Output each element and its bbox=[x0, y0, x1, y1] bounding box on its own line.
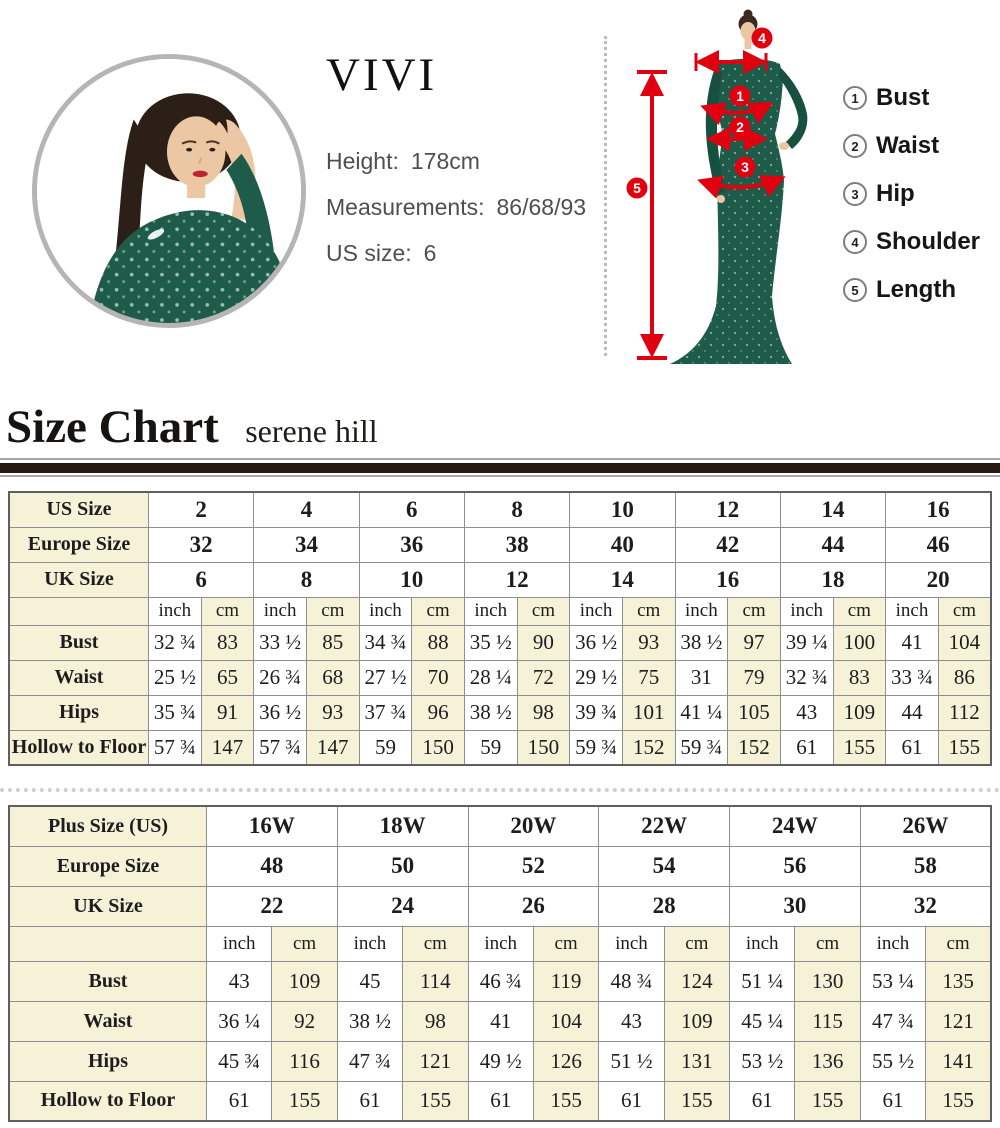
measure-inch: 43 bbox=[207, 961, 272, 1001]
size-value: 40 bbox=[570, 527, 675, 562]
size-header-row bbox=[9, 846, 991, 886]
unit-cm: cm bbox=[306, 597, 359, 625]
measure-inch: 32 ¾ bbox=[780, 660, 833, 695]
measure-cm: 114 bbox=[403, 961, 468, 1001]
size-value: 12 bbox=[675, 492, 780, 527]
circled-number-icon: 2 bbox=[843, 134, 867, 158]
measure-cm: 93 bbox=[622, 625, 675, 660]
measure-cm: 155 bbox=[795, 1081, 860, 1121]
measure-cm: 96 bbox=[412, 695, 465, 730]
size-value: 6 bbox=[149, 562, 254, 597]
measure-row bbox=[9, 1041, 991, 1081]
size-value: 50 bbox=[337, 846, 468, 886]
unit-cm: cm bbox=[533, 926, 598, 961]
circled-number-icon: 5 bbox=[843, 278, 867, 302]
measure-cm: 100 bbox=[833, 625, 886, 660]
measure-inch: 61 bbox=[599, 1081, 664, 1121]
heading-rule-bottom bbox=[0, 475, 1000, 477]
measure-inch: 38 ½ bbox=[464, 695, 517, 730]
size-value: 26 bbox=[468, 886, 599, 926]
measure-cm: 155 bbox=[272, 1081, 337, 1121]
measure-inch: 44 bbox=[886, 695, 939, 730]
measure-row bbox=[9, 961, 991, 1001]
size-value: 24W bbox=[730, 806, 861, 846]
measure-row bbox=[9, 1081, 991, 1121]
measure-cm: 83 bbox=[833, 660, 886, 695]
heading-rule-top bbox=[0, 458, 1000, 460]
measure-cm: 88 bbox=[412, 625, 465, 660]
size-value: 54 bbox=[599, 846, 730, 886]
unit-inch: inch bbox=[359, 597, 412, 625]
unit-cm: cm bbox=[926, 926, 991, 961]
row-label: Waist bbox=[9, 1001, 207, 1041]
measure-cm: 83 bbox=[201, 625, 254, 660]
us-size-label: US size: bbox=[326, 240, 412, 266]
measure-inch: 27 ½ bbox=[359, 660, 412, 695]
measure-inch: 25 ½ bbox=[149, 660, 202, 695]
measure-cm: 155 bbox=[403, 1081, 468, 1121]
unit-cm: cm bbox=[664, 926, 729, 961]
unit-inch: inch bbox=[886, 597, 939, 625]
dotted-divider-horizontal bbox=[0, 788, 1000, 792]
measure-inch: 59 ¾ bbox=[570, 730, 623, 765]
measure-inch: 34 ¾ bbox=[359, 625, 412, 660]
unit-inch: inch bbox=[337, 926, 402, 961]
measure-cm: 136 bbox=[795, 1041, 860, 1081]
measure-inch: 28 ¼ bbox=[464, 660, 517, 695]
height-value: 178cm bbox=[410, 148, 480, 174]
dress-measurement-figure bbox=[612, 6, 817, 374]
measure-cm: 70 bbox=[412, 660, 465, 695]
legend-item-hip: 3 Hip bbox=[843, 180, 980, 208]
size-value: 8 bbox=[464, 492, 569, 527]
measure-inch: 55 ½ bbox=[860, 1041, 925, 1081]
brand-name: VIVI bbox=[326, 49, 438, 101]
measure-inch: 59 bbox=[359, 730, 412, 765]
measure-cm: 131 bbox=[664, 1041, 729, 1081]
unit-inch: inch bbox=[464, 597, 517, 625]
measure-inch: 45 bbox=[337, 961, 402, 1001]
measure-inch: 45 ¾ bbox=[207, 1041, 272, 1081]
measure-inch: 33 ½ bbox=[254, 625, 307, 660]
measure-cm: 116 bbox=[272, 1041, 337, 1081]
unit-header-row bbox=[9, 597, 991, 625]
svg-text:1: 1 bbox=[736, 88, 744, 104]
measure-cm: 135 bbox=[926, 961, 991, 1001]
measure-cm: 119 bbox=[533, 961, 598, 1001]
measure-cm: 65 bbox=[201, 660, 254, 695]
unit-cm: cm bbox=[938, 597, 991, 625]
row-label: Waist bbox=[9, 660, 149, 695]
measure-cm: 141 bbox=[926, 1041, 991, 1081]
size-value: 8 bbox=[254, 562, 359, 597]
measure-cm: 109 bbox=[833, 695, 886, 730]
heading-rule-bar bbox=[0, 463, 1000, 473]
size-value: 22W bbox=[599, 806, 730, 846]
measure-cm: 121 bbox=[403, 1041, 468, 1081]
measure-row bbox=[9, 1001, 991, 1041]
measure-inch: 41 bbox=[886, 625, 939, 660]
circled-number-icon: 4 bbox=[843, 230, 867, 254]
size-header-row bbox=[9, 886, 991, 926]
size-value: 16 bbox=[886, 492, 991, 527]
model-portrait-illustration bbox=[37, 59, 301, 323]
measure-cm: 155 bbox=[833, 730, 886, 765]
measure-cm: 75 bbox=[622, 660, 675, 695]
measure-cm: 101 bbox=[622, 695, 675, 730]
measure-cm: 155 bbox=[664, 1081, 729, 1121]
measure-inch: 57 ¾ bbox=[149, 730, 202, 765]
measure-cm: 98 bbox=[403, 1001, 468, 1041]
measure-row bbox=[9, 625, 991, 660]
measure-row bbox=[9, 660, 991, 695]
size-value: 26W bbox=[860, 806, 991, 846]
length-measure-line bbox=[637, 72, 667, 358]
measure-cm: 85 bbox=[306, 625, 359, 660]
measurements-label: Measurements: bbox=[326, 194, 485, 220]
row-label: Bust bbox=[9, 625, 149, 660]
measure-inch: 35 ½ bbox=[464, 625, 517, 660]
size-value: 2 bbox=[149, 492, 254, 527]
measure-cm: 98 bbox=[517, 695, 570, 730]
measure-inch: 36 ½ bbox=[570, 625, 623, 660]
row-label: UK Size bbox=[9, 886, 207, 926]
measure-inch: 41 ¼ bbox=[675, 695, 728, 730]
standard-size-table bbox=[8, 491, 992, 766]
measure-inch: 38 ½ bbox=[675, 625, 728, 660]
measure-cm: 104 bbox=[533, 1001, 598, 1041]
size-value: 36 bbox=[359, 527, 464, 562]
legend-item-length: 5 Length bbox=[843, 276, 980, 304]
measure-cm: 104 bbox=[938, 625, 991, 660]
marker-length bbox=[627, 178, 648, 199]
circled-number-icon: 1 bbox=[843, 86, 867, 110]
measure-inch: 59 bbox=[464, 730, 517, 765]
measure-inch: 31 bbox=[675, 660, 728, 695]
size-value: 18W bbox=[337, 806, 468, 846]
size-value: 42 bbox=[675, 527, 780, 562]
measure-inch: 33 ¾ bbox=[886, 660, 939, 695]
measure-cm: 109 bbox=[664, 1001, 729, 1041]
size-value: 28 bbox=[599, 886, 730, 926]
us-size-value: 6 bbox=[423, 240, 437, 266]
size-value: 16 bbox=[675, 562, 780, 597]
measure-inch: 59 ¾ bbox=[675, 730, 728, 765]
measure-cm: 130 bbox=[795, 961, 860, 1001]
row-label-empty bbox=[9, 926, 207, 961]
measure-inch: 57 ¾ bbox=[254, 730, 307, 765]
measure-inch: 35 ¾ bbox=[149, 695, 202, 730]
size-value: 18 bbox=[780, 562, 885, 597]
legend-item-bust: 1 Bust bbox=[843, 84, 980, 112]
unit-cm: cm bbox=[622, 597, 675, 625]
measure-cm: 150 bbox=[517, 730, 570, 765]
measure-cm: 72 bbox=[517, 660, 570, 695]
size-value: 58 bbox=[860, 846, 991, 886]
unit-inch: inch bbox=[599, 926, 664, 961]
measure-inch: 26 ¾ bbox=[254, 660, 307, 695]
measure-inch: 49 ½ bbox=[468, 1041, 533, 1081]
measure-inch: 48 ¾ bbox=[599, 961, 664, 1001]
measure-cm: 105 bbox=[728, 695, 781, 730]
marker-shoulder bbox=[752, 28, 773, 49]
measure-inch: 46 ¾ bbox=[468, 961, 533, 1001]
measure-inch: 43 bbox=[599, 1001, 664, 1041]
measure-inch: 53 ½ bbox=[730, 1041, 795, 1081]
row-label: Hips bbox=[9, 1041, 207, 1081]
size-value: 14 bbox=[570, 562, 675, 597]
size-value: 10 bbox=[570, 492, 675, 527]
measure-cm: 68 bbox=[306, 660, 359, 695]
hero-section bbox=[0, 0, 1000, 398]
unit-cm: cm bbox=[272, 926, 337, 961]
row-label-empty bbox=[9, 597, 149, 625]
measure-inch: 39 ¾ bbox=[570, 695, 623, 730]
svg-text:3: 3 bbox=[741, 159, 749, 175]
size-value: 20 bbox=[886, 562, 991, 597]
measure-cm: 79 bbox=[728, 660, 781, 695]
svg-text:5: 5 bbox=[633, 180, 641, 196]
measure-cm: 112 bbox=[938, 695, 991, 730]
size-value: 32 bbox=[149, 527, 254, 562]
row-label: Hollow to Floor bbox=[9, 730, 149, 765]
size-value: 4 bbox=[254, 492, 359, 527]
measure-cm: 147 bbox=[201, 730, 254, 765]
legend-item-waist: 2 Waist bbox=[843, 132, 980, 160]
row-label: Europe Size bbox=[9, 846, 207, 886]
unit-cm: cm bbox=[517, 597, 570, 625]
unit-inch: inch bbox=[254, 597, 307, 625]
size-header-row bbox=[9, 527, 991, 562]
measure-cm: 152 bbox=[728, 730, 781, 765]
unit-inch: inch bbox=[570, 597, 623, 625]
measure-inch: 47 ¾ bbox=[337, 1041, 402, 1081]
section-heading bbox=[6, 400, 1000, 454]
unit-inch: inch bbox=[675, 597, 728, 625]
height-label: Height: bbox=[326, 148, 399, 174]
measure-cm: 93 bbox=[306, 695, 359, 730]
measure-inch: 32 ¾ bbox=[149, 625, 202, 660]
plus-size-table bbox=[8, 805, 992, 1122]
size-value: 10 bbox=[359, 562, 464, 597]
size-value: 30 bbox=[730, 886, 861, 926]
measure-inch: 41 bbox=[468, 1001, 533, 1041]
measure-inch: 61 bbox=[468, 1081, 533, 1121]
unit-inch: inch bbox=[730, 926, 795, 961]
measure-inch: 36 ½ bbox=[254, 695, 307, 730]
measure-cm: 155 bbox=[533, 1081, 598, 1121]
measure-inch: 61 bbox=[207, 1081, 272, 1121]
circled-number-icon: 3 bbox=[843, 182, 867, 206]
unit-inch: inch bbox=[860, 926, 925, 961]
size-value: 12 bbox=[464, 562, 569, 597]
model-info-block bbox=[326, 148, 586, 286]
unit-cm: cm bbox=[795, 926, 860, 961]
measure-cm: 147 bbox=[306, 730, 359, 765]
unit-inch: inch bbox=[780, 597, 833, 625]
row-label: Bust bbox=[9, 961, 207, 1001]
unit-cm: cm bbox=[403, 926, 468, 961]
measure-cm: 155 bbox=[938, 730, 991, 765]
model-height bbox=[326, 148, 586, 175]
row-label: Plus Size (US) bbox=[9, 806, 207, 846]
measure-inch: 61 bbox=[730, 1081, 795, 1121]
measure-row bbox=[9, 695, 991, 730]
row-label: Hips bbox=[9, 695, 149, 730]
size-value: 20W bbox=[468, 806, 599, 846]
measure-cm: 115 bbox=[795, 1001, 860, 1041]
measure-cm: 91 bbox=[201, 695, 254, 730]
size-value: 52 bbox=[468, 846, 599, 886]
measurement-legend bbox=[843, 84, 980, 324]
measure-cm: 124 bbox=[664, 961, 729, 1001]
brand-subtitle: serene hill bbox=[245, 413, 378, 449]
measure-cm: 152 bbox=[622, 730, 675, 765]
size-header-row bbox=[9, 806, 991, 846]
measure-inch: 38 ½ bbox=[337, 1001, 402, 1041]
size-value: 22 bbox=[207, 886, 338, 926]
unit-cm: cm bbox=[412, 597, 465, 625]
measure-cm: 92 bbox=[272, 1001, 337, 1041]
dotted-divider-vertical bbox=[604, 36, 607, 356]
measure-cm: 90 bbox=[517, 625, 570, 660]
size-value: 34 bbox=[254, 527, 359, 562]
size-header-row bbox=[9, 492, 991, 527]
measurement-diagram bbox=[612, 6, 817, 379]
size-value: 24 bbox=[337, 886, 468, 926]
measure-inch: 61 bbox=[886, 730, 939, 765]
measure-cm: 86 bbox=[938, 660, 991, 695]
unit-inch: inch bbox=[149, 597, 202, 625]
measure-cm: 109 bbox=[272, 961, 337, 1001]
row-label: Europe Size bbox=[9, 527, 149, 562]
model-measurements bbox=[326, 194, 586, 221]
measure-inch: 47 ¾ bbox=[860, 1001, 925, 1041]
measure-inch: 51 ¼ bbox=[730, 961, 795, 1001]
model-us-size bbox=[326, 240, 586, 267]
size-value: 44 bbox=[780, 527, 885, 562]
unit-cm: cm bbox=[833, 597, 886, 625]
unit-inch: inch bbox=[468, 926, 533, 961]
measure-cm: 150 bbox=[412, 730, 465, 765]
measure-inch: 51 ½ bbox=[599, 1041, 664, 1081]
unit-cm: cm bbox=[728, 597, 781, 625]
measure-row bbox=[9, 730, 991, 765]
size-header-row bbox=[9, 562, 991, 597]
size-value: 56 bbox=[730, 846, 861, 886]
unit-cm: cm bbox=[201, 597, 254, 625]
measure-inch: 61 bbox=[860, 1081, 925, 1121]
measure-inch: 45 ¼ bbox=[730, 1001, 795, 1041]
measure-cm: 155 bbox=[926, 1081, 991, 1121]
legend-item-shoulder: 4 Shoulder bbox=[843, 228, 980, 256]
size-value: 48 bbox=[207, 846, 338, 886]
row-label: Hollow to Floor bbox=[9, 1081, 207, 1121]
marker-waist bbox=[730, 117, 751, 138]
measure-cm: 126 bbox=[533, 1041, 598, 1081]
size-value: 6 bbox=[359, 492, 464, 527]
unit-inch: inch bbox=[207, 926, 272, 961]
measure-inch: 61 bbox=[780, 730, 833, 765]
size-value: 32 bbox=[860, 886, 991, 926]
size-value: 46 bbox=[886, 527, 991, 562]
row-label: UK Size bbox=[9, 562, 149, 597]
svg-text:4: 4 bbox=[758, 30, 766, 46]
unit-header-row bbox=[9, 926, 991, 961]
page-title: Size Chart bbox=[6, 401, 219, 453]
measurements-value: 86/68/93 bbox=[496, 194, 587, 220]
measure-inch: 29 ½ bbox=[570, 660, 623, 695]
measure-inch: 43 bbox=[780, 695, 833, 730]
measure-inch: 36 ¼ bbox=[207, 1001, 272, 1041]
measure-inch: 39 ¼ bbox=[780, 625, 833, 660]
measure-cm: 97 bbox=[728, 625, 781, 660]
measure-inch: 53 ¼ bbox=[860, 961, 925, 1001]
row-label: US Size bbox=[9, 492, 149, 527]
size-value: 16W bbox=[207, 806, 338, 846]
size-value: 14 bbox=[780, 492, 885, 527]
size-value: 38 bbox=[464, 527, 569, 562]
marker-bust bbox=[730, 86, 751, 107]
model-photo bbox=[32, 54, 306, 328]
marker-hip bbox=[735, 157, 756, 178]
measure-cm: 121 bbox=[926, 1001, 991, 1041]
svg-text:2: 2 bbox=[736, 119, 744, 135]
measure-inch: 61 bbox=[337, 1081, 402, 1121]
measure-inch: 37 ¾ bbox=[359, 695, 412, 730]
